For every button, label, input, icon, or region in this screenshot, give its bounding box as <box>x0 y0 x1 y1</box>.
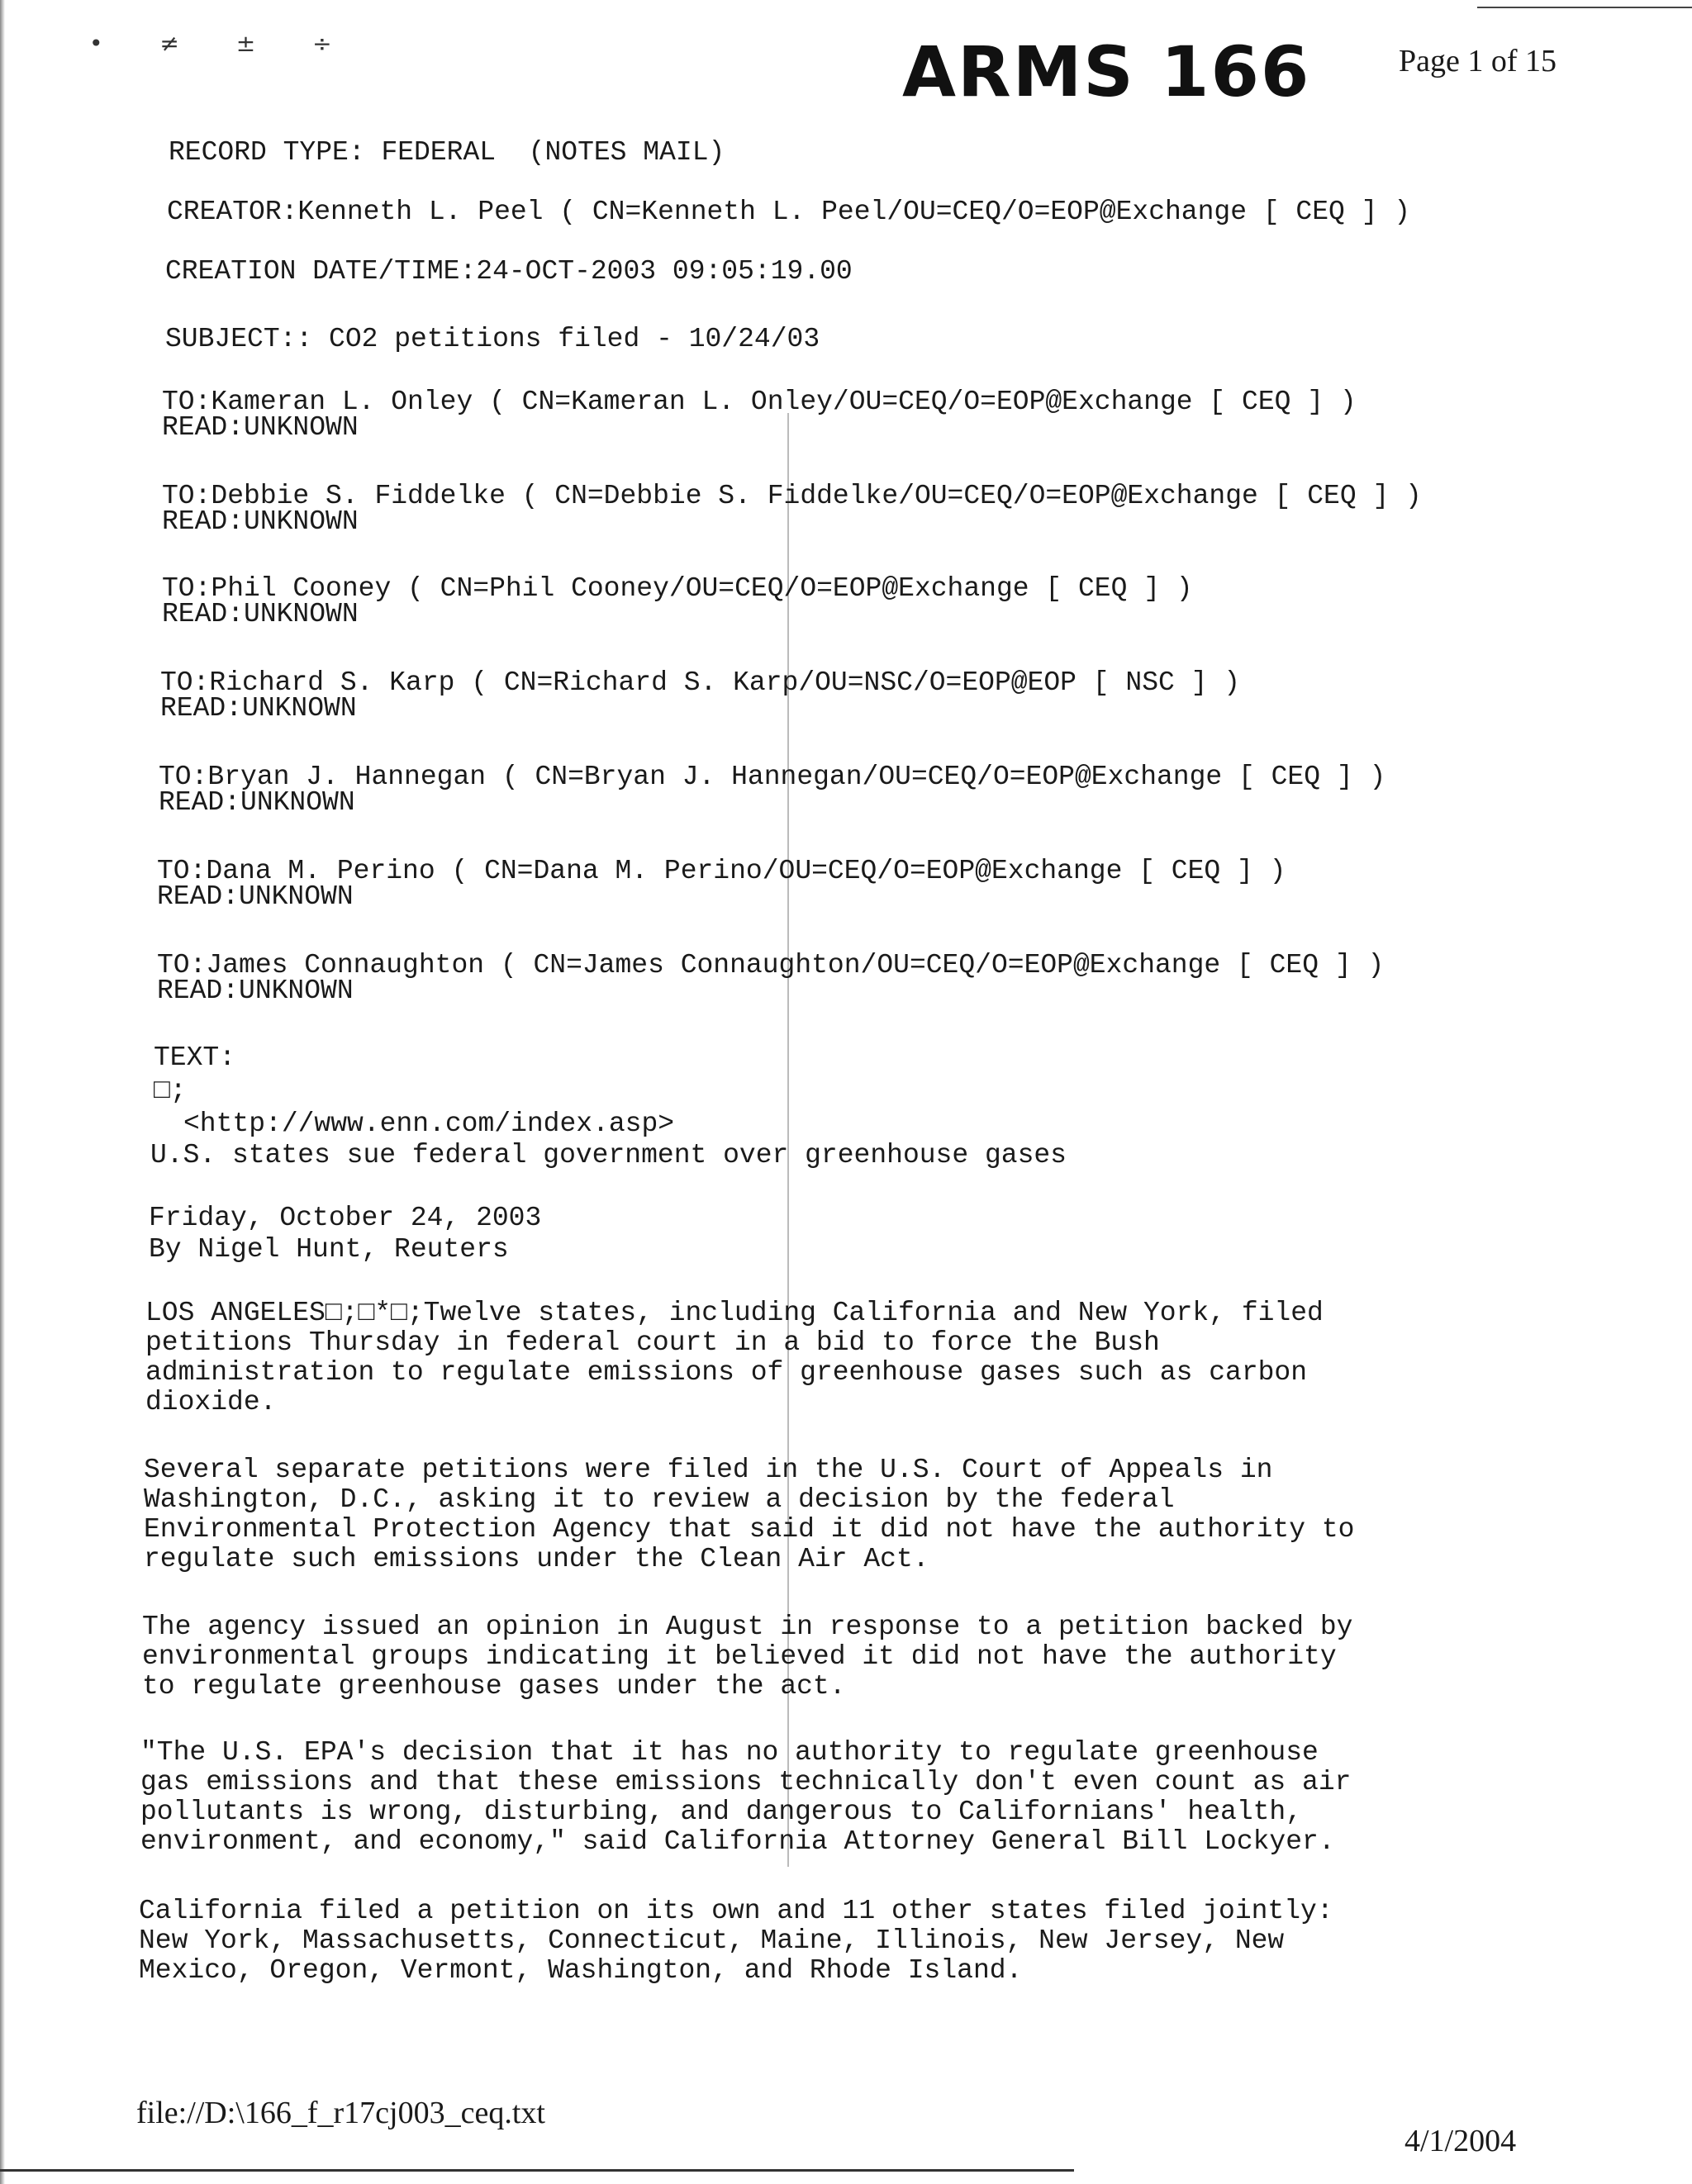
page-number: Page 1 of 15 <box>1399 44 1557 78</box>
paragraph-line: dioxide. <box>145 1387 277 1417</box>
recipient-to: TO:Kameran L. Onley ( CN=Kameran L. Onley/OU=CEQ/O=EOP@Exchange [ CEQ ] ) <box>162 387 1357 417</box>
recipient-block <box>157 856 1286 912</box>
footer-file-path: file://D:\166_f_r17cj003_ceq.txt <box>136 2096 545 2130</box>
paragraph-line: New York, Massachusetts, Connecticut, Maine, Illinois, New Jersey, New <box>139 1925 1285 1956</box>
subject: SUBJECT:: CO2 petitions filed - 10/24/03 <box>165 324 820 354</box>
article-byline: By Nigel Hunt, Reuters <box>149 1234 509 1265</box>
recipient-block <box>162 573 1193 629</box>
paragraph <box>140 1738 1351 1857</box>
record-type: RECORD TYPE: FEDERAL (NOTES MAIL) <box>169 137 725 168</box>
paragraph-line: The agency issued an opinion in August in response to a petition backed by <box>142 1612 1353 1642</box>
article-headline: U.S. states sue federal government over greenhouse gases <box>150 1140 1067 1170</box>
handwritten-label: ARMS 166 <box>902 31 1311 112</box>
paragraph-line: gas emissions and that these emissions technically don't even count as air <box>140 1767 1352 1797</box>
recipient-to: TO:Debbie S. Fiddelke ( CN=Debbie S. Fiddelke/OU=CEQ/O=EOP@Exchange [ CEQ ] ) <box>162 481 1422 511</box>
recipient-read: READ:UNKNOWN <box>157 881 354 912</box>
recipient-read: READ:UNKNOWN <box>162 506 359 537</box>
paragraph-line: LOS ANGELES□;□*□;Twelve states, including California and New York, filed <box>145 1298 1324 1328</box>
paragraph-line: Several separate petitions were filed in the U.S. Court of Appeals in <box>144 1455 1273 1485</box>
paragraph <box>142 1612 1352 1702</box>
paragraph-line: petitions Thursday in federal court in a bid to force the Bush <box>145 1327 1160 1358</box>
paragraph-line: Washington, D.C., asking it to review a decision by the federal <box>144 1484 1175 1515</box>
recipient-to: TO:Phil Cooney ( CN=Phil Cooney/OU=CEQ/O=EOP@Exchange [ CEQ ] ) <box>162 573 1193 604</box>
article-link[interactable]: <http://www.enn.com/index.asp> <box>183 1109 675 1139</box>
paragraph-line: to regulate greenhouse gases under the act. <box>142 1671 846 1702</box>
paragraph-line: regulate such emissions under the Clean Air Act. <box>144 1544 929 1574</box>
recipient-to: TO:James Connaughton ( CN=James Connaughton/OU=CEQ/O=EOP@Exchange [ CEQ ] ) <box>157 950 1385 980</box>
recipient-block <box>162 387 1357 443</box>
recipient-read: READ:UNKNOWN <box>162 412 359 443</box>
recipient-to: TO:Bryan J. Hannegan ( CN=Bryan J. Hannegan/OU=CEQ/O=EOP@Exchange [ CEQ ] ) <box>159 762 1386 792</box>
article-date: Friday, October 24, 2003 <box>149 1203 542 1233</box>
paragraph <box>139 1897 1333 1986</box>
paragraph-line: California filed a petition on its own and 11 other states filed jointly: <box>139 1896 1333 1926</box>
paragraph <box>145 1299 1324 1417</box>
paragraph-line: administration to regulate emissions of greenhouse gases such as carbon <box>145 1357 1308 1388</box>
footer-print-date: 4/1/2004 <box>1404 2124 1517 2158</box>
recipient-read: READ:UNKNOWN <box>162 599 359 629</box>
recipient-block <box>159 762 1385 818</box>
recipient-to: TO:Dana M. Perino ( CN=Dana M. Perino/OU=CEQ/O=EOP@Exchange [ CEQ ] ) <box>157 856 1286 886</box>
creator: CREATOR:Kenneth L. Peel ( CN=Kenneth L. Peel/OU=CEQ/O=EOP@Exchange [ CEQ ] ) <box>167 197 1411 227</box>
paragraph-line: Environmental Protection Agency that said it did not have the authority to <box>144 1514 1355 1545</box>
recipient-block <box>157 950 1384 1006</box>
recipient-block <box>160 667 1240 724</box>
scan-bottom-line <box>0 2169 1074 2172</box>
paragraph-line: Mexico, Oregon, Vermont, Washington, and Rhode Island. <box>139 1955 1023 1986</box>
creation-date: CREATION DATE/TIME:24-OCT-2003 09:05:19.00 <box>165 256 853 287</box>
recipient-block <box>162 481 1422 537</box>
paragraph-line: "The U.S. EPA's decision that it has no authority to regulate greenhouse <box>140 1737 1319 1768</box>
recipient-to: TO:Richard S. Karp ( CN=Richard S. Karp/OU=NSC/O=EOP@EOP [ NSC ] ) <box>160 667 1241 698</box>
glyph-line: □; <box>154 1075 187 1106</box>
paragraph-line: environment, and economy," said California Attorney General Bill Lockyer. <box>140 1826 1335 1857</box>
scan-specks: • ≠ ± ÷ <box>89 30 357 57</box>
recipient-read: READ:UNKNOWN <box>157 976 354 1006</box>
paragraph-line: environmental groups indicating it believed it did not have the authority <box>142 1641 1337 1672</box>
paragraph-line: pollutants is wrong, disturbing, and dangerous to Californians' health, <box>140 1797 1303 1827</box>
scan-top-line <box>1477 7 1692 8</box>
scan-edge <box>0 0 5 2184</box>
text-label: TEXT: <box>154 1042 236 1073</box>
recipient-read: READ:UNKNOWN <box>159 787 355 818</box>
recipient-read: READ:UNKNOWN <box>160 693 357 724</box>
paragraph <box>144 1455 1354 1574</box>
